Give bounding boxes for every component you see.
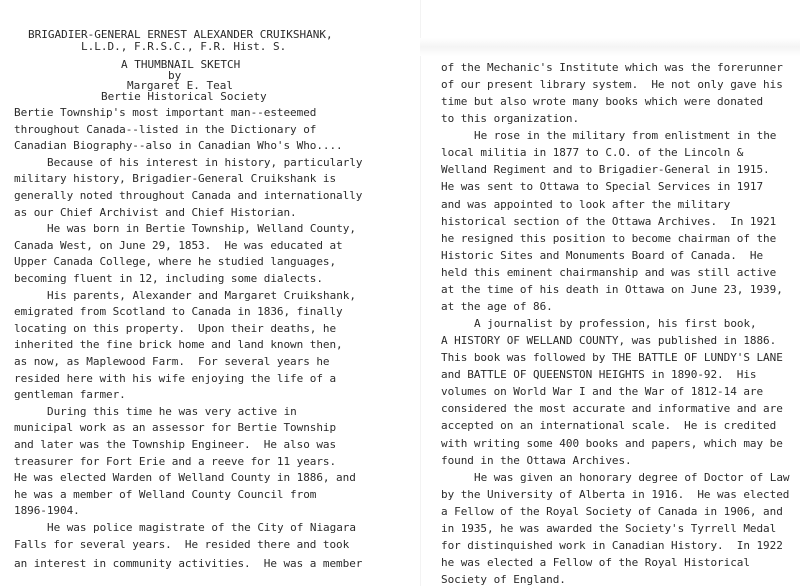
- text-line: an interest in community activities. He was a member: [14, 557, 363, 571]
- text-line: and was appointed to look after the military: [441, 197, 731, 211]
- text-line: considered the most accurate and informative and are: [441, 402, 783, 416]
- text-line: Society of England.: [441, 573, 566, 586]
- text-line: in 1935, he was awarded the Society's Tyrrell Medal: [441, 521, 777, 535]
- text-line: A HISTORY OF WELLAND COUNTY, was published in 1886.: [441, 334, 777, 348]
- text-line: throughout Canada--listed in the Dictionary of: [14, 122, 317, 136]
- text-line: This book was followed by THE BATTLE OF LUNDY'S LANE: [441, 351, 783, 365]
- subtitle: A THUMBNAIL SKETCH: [121, 58, 241, 71]
- text-line: gentleman farmer.: [14, 388, 126, 402]
- text-line: treasurer for Fort Erie and a reeve for 11 years.: [14, 454, 337, 468]
- text-line: inherited the fine brick home and land known then,: [14, 338, 343, 352]
- text-line: local militia in 1877 to C.O. of the Lincoln &: [441, 146, 744, 160]
- text-line: to this organization.: [441, 112, 580, 126]
- text-line: He rose in the military from enlistment in the: [474, 129, 777, 143]
- author-name: Margaret E. Teal: [127, 79, 233, 92]
- title-line-2: L.L.D., F.R.S.C., F.R. Hist. S.: [81, 40, 287, 53]
- text-line: accepted on an international scale. He is credited: [441, 419, 777, 433]
- text-line: Welland Regiment and to Brigadier-General in 1915.: [441, 163, 770, 177]
- text-line: at the time of his death in Ottawa on June 23, 1939,: [441, 282, 783, 296]
- text-line: historical section of the Ottawa Archives. In 1921: [441, 214, 777, 228]
- text-line: Upper Canada College, where he studied languages,: [14, 255, 337, 269]
- text-line: Canada West, on June 29, 1853. He was educated at: [14, 238, 343, 252]
- text-line: by the University of Alberta in 1916. He was elected: [441, 487, 790, 501]
- text-line: for distinquished work in Canadian History. In 1922: [441, 538, 783, 552]
- text-line: with writing some 400 books and papers, which may be: [441, 436, 783, 450]
- text-line: generally noted throughout Canada and internationally: [14, 189, 363, 202]
- title-line-1: BRIGADIER-GENERAL ERNEST ALEXANDER CRUIKSHANK,: [28, 28, 333, 41]
- text-line: Historic Sites and Monuments Board of Canada. He: [441, 248, 764, 262]
- byline-by: by: [168, 69, 182, 82]
- text-line: and BATTLE OF QUEENSTON HEIGHTS in 1890-92. His: [441, 368, 757, 382]
- text-line: time but also wrote many books which were donated: [441, 95, 764, 109]
- text-line: military history, Brigadier-General Cruikshank is: [14, 172, 337, 186]
- organization-name: Bertie Historical Society: [101, 90, 267, 103]
- text-line: he resigned this position to become chairman of the: [441, 231, 777, 245]
- page-gutter: [420, 0, 421, 586]
- text-line: 1896-1904.: [14, 504, 80, 518]
- text-line: and later was the Township Engineer. He also was: [14, 438, 337, 451]
- text-line: Because of his interest in history, particularly: [47, 155, 363, 169]
- text-line: volumes on World War I and the War of 1812-14 are: [441, 385, 764, 399]
- text-line: municipal work as an assessor for Bertie Township: [14, 421, 337, 435]
- text-line: he was elected a Fellow of the Royal Historical: [441, 556, 750, 570]
- text-line: Canadian Biography--also in Canadian Who's Who....: [14, 139, 343, 153]
- text-line: of our present library system. He not only gave his: [441, 78, 783, 92]
- text-line: a Fellow of the Royal Society of Canada in 1906, and: [441, 504, 783, 518]
- text-line: resided here with his wife enjoying the life of a: [14, 371, 337, 385]
- text-line: locating on this property. Upon their deaths, he: [14, 321, 337, 335]
- text-line: He was police magistrate of the City of Niagara: [47, 521, 356, 534]
- scan-shadow: [420, 38, 800, 56]
- text-line: found in the Ottawa Archives.: [441, 453, 632, 467]
- text-line: he was a member of Welland County Council from: [14, 487, 317, 501]
- text-line: Falls for several years. He resided there and took: [14, 537, 350, 551]
- text-line: He was born in Bertie Township, Welland County,: [47, 222, 356, 236]
- text-line: emigrated from Scotland to Canada in 1836, finally: [14, 305, 343, 319]
- text-line: A journalist by profession, his first book,: [474, 317, 757, 331]
- text-line: Bertie Township's most important man--esteemed: [14, 106, 317, 119]
- text-line: His parents, Alexander and Margaret Cruikshank,: [47, 288, 356, 302]
- text-line: as our Chief Archivist and Chief Historian.: [14, 205, 297, 219]
- text-line: becoming fluent in 12, including some dialects.: [14, 272, 323, 285]
- text-line: held this eminent chairmanship and was still active: [441, 265, 777, 279]
- text-line: He was sent to Ottawa to Special Services in 1917: [441, 180, 764, 194]
- text-line: He was elected Warden of Welland County in 1886, and: [14, 471, 356, 485]
- text-line: as now, as Maplewood Farm. For several years he: [14, 355, 330, 368]
- text-line: of the Mechanic's Institute which was the forerunner: [441, 61, 783, 74]
- text-line: During this time he was very active in: [47, 404, 297, 418]
- text-line: at the age of 86.: [441, 299, 553, 313]
- text-line: He was given an honorary degree of Doctor of Law: [474, 470, 790, 484]
